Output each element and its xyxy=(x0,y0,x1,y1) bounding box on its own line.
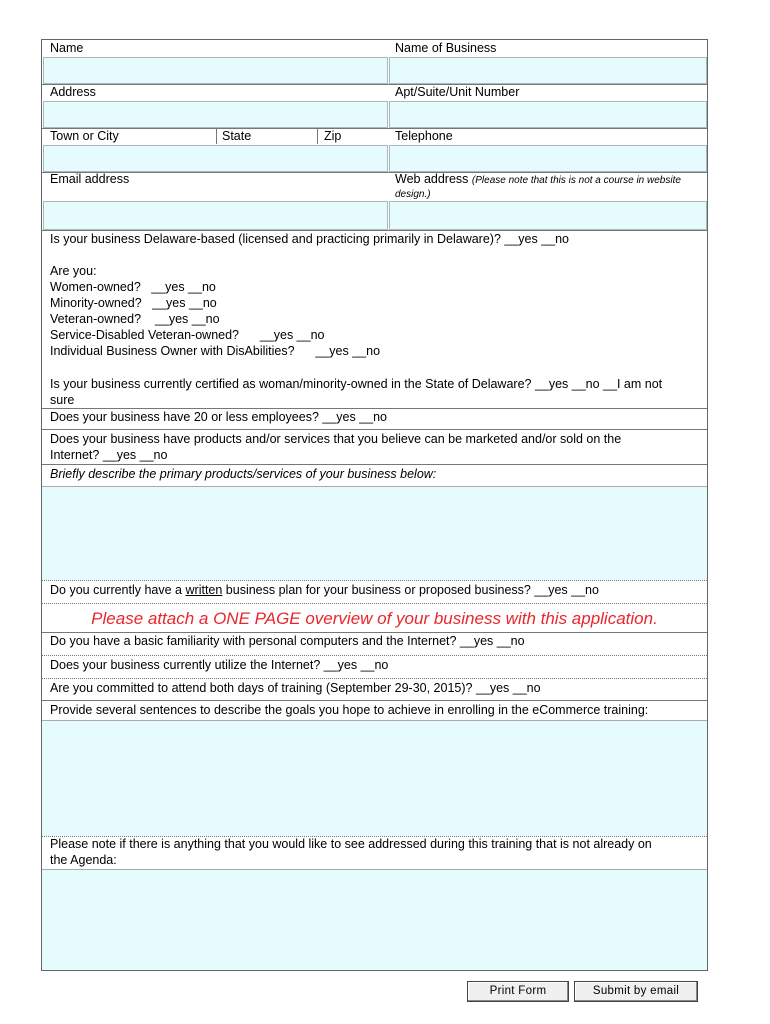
state-label: State xyxy=(222,129,252,143)
divider xyxy=(42,655,707,656)
divider xyxy=(42,84,707,85)
business-plan-question xyxy=(50,582,599,598)
apt-label: Apt/Suite/Unit Number xyxy=(395,85,520,99)
web-note: (Please note that this is not a course in website xyxy=(471,175,681,186)
zip-label: Zip xyxy=(324,129,342,143)
telephone-field[interactable] xyxy=(389,145,707,172)
plan-text-written: written xyxy=(185,583,223,597)
delaware-question: Is your business Delaware-based (licensed and practicing primarily in Delaware)? __yes __no xyxy=(50,232,570,246)
describe-prompt: Briefly describe the primary products/services of your business below: xyxy=(50,467,437,481)
products-description-field[interactable] xyxy=(42,486,707,580)
telephone-label: Telephone xyxy=(395,129,453,143)
are-you-label: Are you: xyxy=(50,264,97,278)
web-note-continued: design.) xyxy=(395,189,431,200)
application-form xyxy=(41,39,708,971)
plan-text-post: business plan for your business or proposed business? __yes __no xyxy=(222,583,599,597)
address-field[interactable] xyxy=(43,101,388,128)
plan-text-pre: Do you currently have a xyxy=(50,583,186,597)
town-label: Town or City xyxy=(50,129,119,143)
name-label: Name xyxy=(50,41,84,55)
agenda-prompt-continued: the Agenda: xyxy=(50,853,117,867)
divider xyxy=(42,700,707,701)
certified-question: Is your business currently certified as woman/minority-owned in the State of Delaware? __yes __no __I am not xyxy=(50,377,663,391)
name-field[interactable] xyxy=(43,57,388,84)
divider xyxy=(216,128,217,144)
veteran-owned-question: Veteran-owned? __yes __no xyxy=(50,312,220,326)
attach-overview-notice: Please attach a ONE PAGE overview of your business with this application. xyxy=(91,609,658,628)
products-question-continued: Internet? __yes __no xyxy=(50,448,168,462)
disabilities-question: Individual Business Owner with DisAbilities? __yes __no xyxy=(50,344,381,358)
agenda-prompt: Please note if there is anything that you would like to see addressed during this training that is not already on xyxy=(50,837,652,851)
apt-field[interactable] xyxy=(389,101,707,128)
agenda-field[interactable] xyxy=(42,869,707,970)
divider xyxy=(42,128,707,129)
divider xyxy=(317,128,318,144)
service-disabled-question: Service-Disabled Veteran-owned? __yes __no xyxy=(50,328,325,342)
products-question: Does your business have products and/or services that you believe can be marketed and/or sold on the xyxy=(50,432,622,446)
business-name-label: Name of Business xyxy=(395,41,497,55)
web-address-field[interactable] xyxy=(389,201,707,230)
business-name-field[interactable] xyxy=(389,57,707,84)
divider xyxy=(42,678,707,679)
email-field[interactable] xyxy=(43,201,388,230)
divider xyxy=(42,603,707,604)
minority-owned-question: Minority-owned? __yes __no xyxy=(50,296,217,310)
divider xyxy=(42,580,707,581)
internet-question: Does your business currently utilize the Internet? __yes __no xyxy=(50,658,389,672)
print-form-button[interactable]: Print Form xyxy=(467,981,569,1002)
training-days-question: Are you committed to attend both days of training (September 29-30, 2015)? __yes __no xyxy=(50,681,541,695)
goals-field[interactable] xyxy=(42,720,707,836)
submit-by-email-button[interactable]: Submit by email xyxy=(574,981,698,1002)
town-state-zip-field[interactable] xyxy=(43,145,388,172)
web-label-text: Web address xyxy=(395,172,469,186)
divider xyxy=(42,429,707,430)
web-label xyxy=(395,172,681,188)
divider xyxy=(42,464,707,465)
email-label: Email address xyxy=(50,172,130,186)
goals-prompt: Provide several sentences to describe the goals you hope to achieve in enrolling in the eCommerce training: xyxy=(50,703,649,717)
address-label: Address xyxy=(50,85,96,99)
women-owned-question: Women-owned? __yes __no xyxy=(50,280,216,294)
employees-question: Does your business have 20 or less employees? __yes __no xyxy=(50,410,388,424)
certified-question-continued: sure xyxy=(50,393,75,407)
computers-question: Do you have a basic familiarity with personal computers and the Internet? __yes __no xyxy=(50,634,525,648)
